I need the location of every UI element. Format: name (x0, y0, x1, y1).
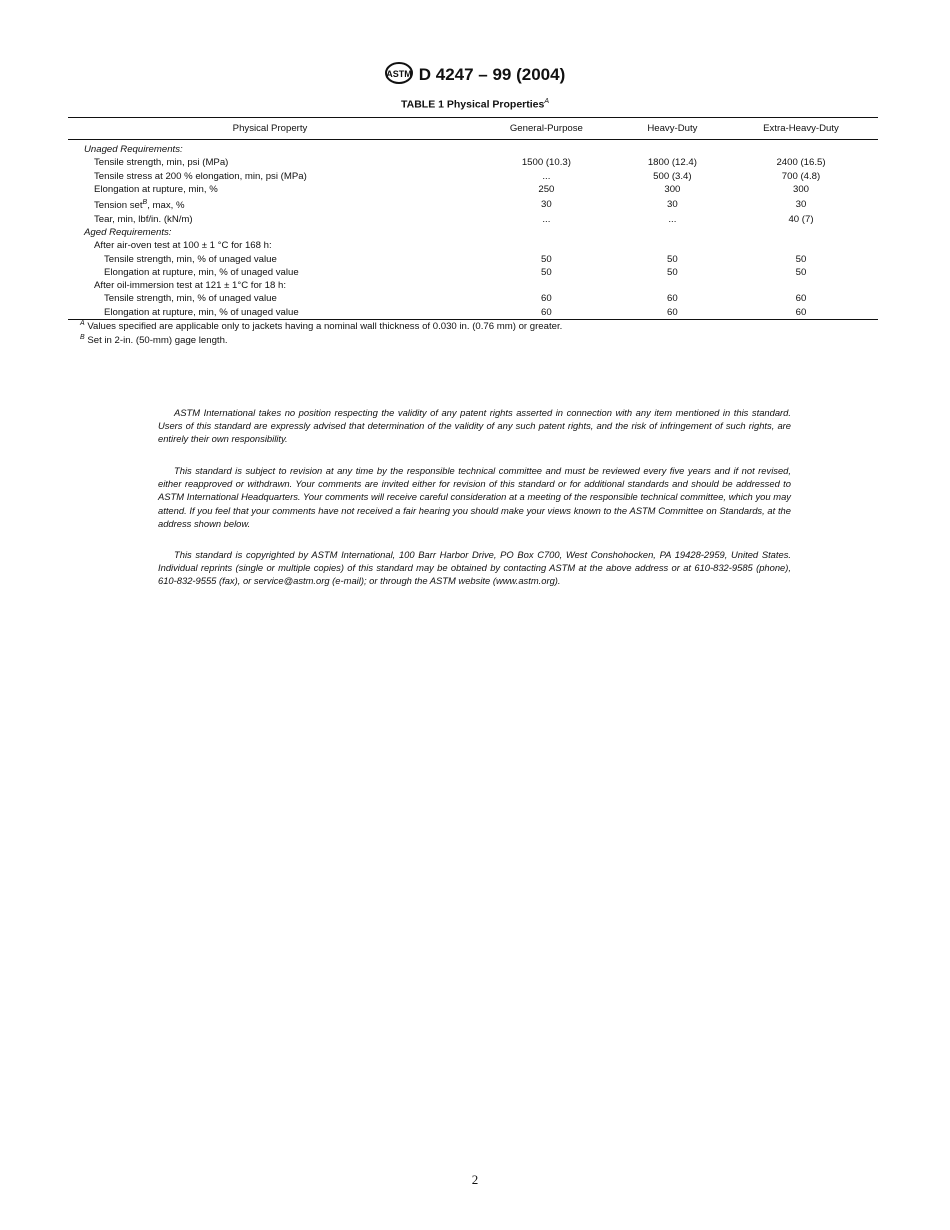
cell-value (621, 140, 724, 157)
footnote-ref: B (142, 199, 148, 207)
cell-value (621, 239, 724, 252)
designation: D 4247 – 99 (2004) (418, 65, 566, 84)
column-header: Heavy-Duty (647, 123, 698, 134)
table-row (68, 292, 878, 305)
astm-logo-icon (385, 62, 413, 84)
table-row (68, 170, 878, 183)
cell-value: 1800 (12.4) (647, 157, 697, 169)
row-label (68, 226, 472, 239)
column-header: Extra-Heavy-Duty (763, 123, 839, 134)
cell-value (472, 226, 621, 239)
row-label (68, 183, 472, 196)
row-label (68, 306, 472, 320)
cell-value: 60 (541, 293, 552, 305)
row-label-suffix: , max, % (147, 200, 185, 212)
patent-notice: ASTM International takes no position respecting the validity of any patent rights asserted in connection with any item mentioned in this standard. Users of this standard are expressly advised that determination of the validity of any such patent rights, and the risk of infringement of such rights, are entirely their own responsibility. (158, 407, 791, 445)
page-number: 2 (471, 1172, 479, 1187)
copyright-notice: This standard is copyrighted by ASTM International, 100 Barr Harbor Drive, PO Box C700, West Conshohocken, PA 19428-2959, United States. Individual reprints (single or multiple copies) of this standard may be obtained by contacting ASTM at the above address or at 610-832-9585 (phone), 610-832-9555 (fax), or service@astm.org (e-mail); or through the ASTM website (www.astm.org). (158, 549, 791, 587)
table-row (68, 196, 878, 212)
row-label (68, 239, 472, 252)
cell-value (724, 239, 878, 252)
row-label-text: Tensile strength, min, % of unaged value (104, 253, 277, 265)
cell-value: ... (542, 213, 551, 225)
cell-value: 1500 (10.3) (521, 157, 571, 169)
row-label-text: Aged Requirements: (84, 226, 172, 238)
table-row (68, 306, 878, 320)
table-row (68, 183, 878, 196)
cell-value: 60 (795, 293, 807, 305)
svg-text:ASTM: ASTM (386, 69, 412, 79)
cell-value: 300 (664, 183, 681, 195)
row-label (68, 213, 472, 226)
column-header: Physical Property (232, 123, 308, 134)
table-row (68, 140, 878, 157)
cell-value (621, 279, 724, 292)
table-title-text: TABLE 1 Physical Properties (400, 98, 545, 111)
row-label (68, 266, 472, 279)
table-row (68, 279, 878, 292)
table-row (68, 156, 878, 169)
cell-value: 50 (541, 253, 552, 265)
row-label-text: After air-oven test at 100 ± 1 °C for 168 h: (94, 240, 272, 252)
row-label (68, 196, 472, 212)
row-label-text: Tensile strength, min, % of unaged value (104, 293, 277, 305)
footnote-mark: A (80, 320, 85, 327)
table-title-note: A (544, 98, 550, 105)
footnote-a (80, 320, 562, 332)
table-row (68, 266, 878, 279)
cell-value (621, 226, 724, 239)
row-label (68, 292, 472, 305)
row-label (68, 279, 472, 292)
cell-value: 2400 (16.5) (776, 157, 826, 169)
row-label-text: Elongation at rupture, min, % of unaged value (104, 266, 299, 278)
cell-value (724, 279, 878, 292)
row-label-text: Elongation at rupture, min, % (94, 183, 218, 195)
revision-notice: This standard is subject to revision at any time by the responsible technical committee and must be reviewed every five years and if not revised, either reapproved or withdrawn. Your comments are invited either for revision of this standard or for additional standards and should be addressed to ASTM International Headquarters. Your comments will receive careful consideration at a meeting of the responsible technical committee, which you may attend. If you feel that your comments have not received a fair hearing you should make your views known to the ASTM Committee on Standards, at the address shown below. (158, 465, 791, 529)
row-label-text: Tear, min, lbf/in. (kN/m) (94, 213, 193, 225)
cell-value (472, 239, 621, 252)
cell-value: 30 (667, 198, 678, 210)
cell-value: 50 (795, 253, 807, 265)
row-label-text: Tensile strength, min, psi (MPa) (94, 157, 229, 169)
cell-value: 300 (793, 183, 810, 195)
cell-value: 50 (667, 266, 678, 278)
cell-value: 60 (795, 306, 807, 318)
footnote-mark: B (80, 334, 85, 341)
table-row (68, 239, 878, 252)
row-label (68, 253, 472, 266)
row-label (68, 140, 472, 157)
table-title (0, 98, 950, 111)
cell-value: ... (542, 170, 551, 182)
cell-value (472, 279, 621, 292)
table-row (68, 253, 878, 266)
row-label-text: After oil-immersion test at 121 ± 1°C for 18 h: (94, 280, 286, 292)
cell-value (472, 140, 621, 157)
cell-value (724, 140, 878, 157)
cell-value: 50 (667, 253, 678, 265)
table-row (68, 226, 878, 239)
column-header: General-Purpose (509, 123, 583, 134)
cell-value: 60 (667, 306, 678, 318)
cell-value: 60 (541, 306, 552, 318)
table-row (68, 213, 878, 226)
cell-value: 50 (795, 266, 807, 278)
physical-properties-table (68, 117, 878, 320)
footnote-text: Set in 2-in. (50-mm) gage length. (87, 335, 228, 347)
footnote-b (80, 334, 228, 346)
row-label-text: Unaged Requirements: (84, 144, 183, 155)
cell-value: 50 (541, 266, 552, 278)
cell-value: ... (668, 213, 677, 225)
cell-value: 40 (7) (788, 213, 814, 225)
row-label-text: Tension set (94, 200, 143, 212)
row-label-text: Elongation at rupture, min, % of unaged value (104, 306, 299, 318)
row-label (68, 170, 472, 183)
cell-value: 250 (538, 183, 555, 195)
row-label-text: Tensile stress at 200 % elongation, min, psi (MPa) (94, 170, 307, 182)
cell-value: 30 (541, 198, 552, 210)
document-header (0, 62, 950, 85)
cell-value: 30 (795, 198, 807, 210)
row-label (68, 156, 472, 169)
cell-value: 700 (4.8) (781, 170, 821, 182)
cell-value: 60 (667, 293, 678, 305)
footnote-text: Values specified are applicable only to jackets having a nominal wall thickness of 0.030 in. (0.76 mm) or greater. (87, 321, 563, 333)
cell-value: 500 (3.4) (653, 170, 692, 182)
cell-value (724, 226, 878, 239)
